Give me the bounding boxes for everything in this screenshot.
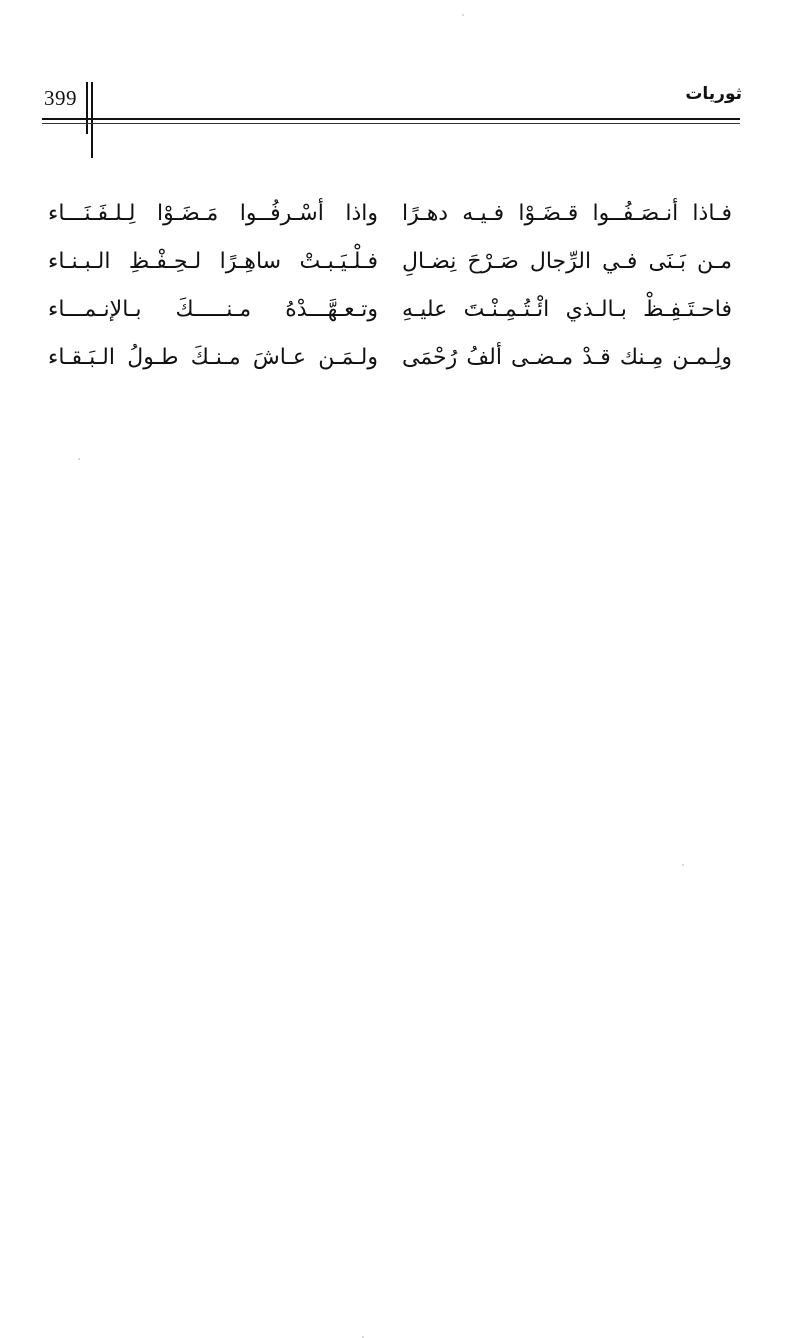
header-vertical-rule xyxy=(86,82,88,134)
running-header-title: ثوريات xyxy=(685,84,742,104)
verse-hemistich: فـاذا أنـصَـفُــوا قـضَـوْا فـيـه دهـرًا xyxy=(402,201,732,226)
scan-speck xyxy=(462,14,464,16)
verse-hemistich: وتـعـهَّـــدْهُ مـنـــــكَ بـالإنـمـــاء xyxy=(48,297,378,322)
scan-speck xyxy=(78,458,80,460)
verse-hemistich: ولِـمـن مِـنك قـدْ مـضـى ألفُ رُحْمَى xyxy=(402,345,732,370)
verse-hemistich: مـن بَـنَى فـي الرِّجال صَـرْحَ نِضـالِ xyxy=(402,249,732,274)
header-rule-thin xyxy=(42,123,740,124)
header-rule xyxy=(42,118,740,120)
header-vertical-rule xyxy=(91,82,93,158)
verse-hemistich: ولـمَـن عـاشَ مـنـكَ طـولُ الـبَـقـاء xyxy=(48,345,378,370)
page-number: 399 xyxy=(44,86,77,110)
poem-left-column xyxy=(48,190,378,382)
verse-hemistich: فـلْـيَـبـتْ ساهِـرًا لـحِـفْـظِ الـبـنـاء xyxy=(48,249,378,274)
scan-speck xyxy=(682,864,684,866)
verse-hemistich: فاحـتَـفِـظْ بـالـذي ائْـتُـمِـنْـتَ عليـهِ xyxy=(402,297,732,322)
verse-hemistich: واذا أسْـرفُــوا مَـضَـوْا لِـلـفَـنَـــاء xyxy=(48,201,378,226)
poem-right-column xyxy=(402,190,732,382)
